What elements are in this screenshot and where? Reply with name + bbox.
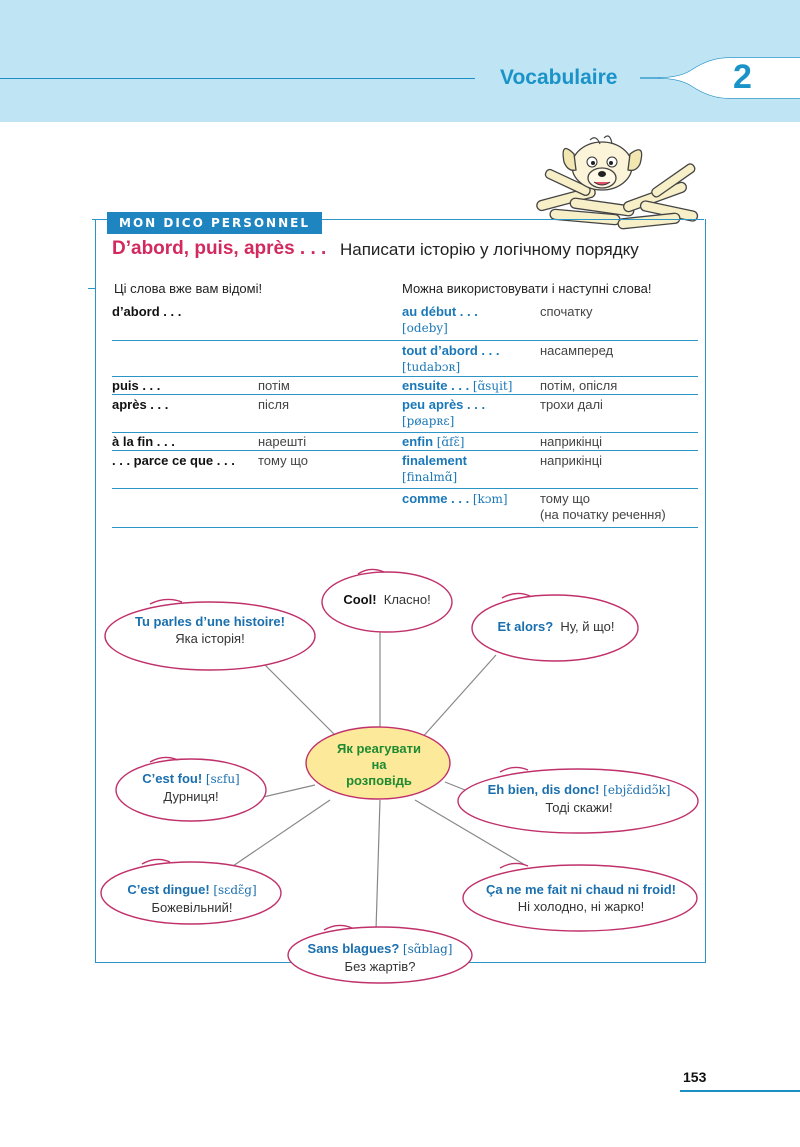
page-number-rule <box>680 1090 800 1092</box>
new-word-phonetic: [ɑ̃fɛ̃] <box>436 435 465 449</box>
bubble-cest-dingue <box>104 881 280 916</box>
known-word-translation: тому що <box>258 453 309 468</box>
new-word-phonetic: [odeby] <box>402 321 448 335</box>
known-word: après . . . <box>112 397 169 412</box>
known-word-translation: нарешті <box>258 434 307 449</box>
bubble-phonetic: [sɛdɛ̃g] <box>213 883 257 897</box>
new-word-text: enfin <box>402 434 434 449</box>
new-word-text: tout d’abord . . . <box>402 343 500 358</box>
known-word: d’abord . . . <box>112 304 182 319</box>
new-word-translation: потім, опісля <box>540 378 618 393</box>
bubble-cest-fou <box>118 770 264 805</box>
new-word-translation: наприкінці <box>540 434 603 449</box>
center-line-1: Як реагувати <box>337 741 421 756</box>
new-word-text: au début . . . <box>402 304 478 319</box>
bubble-phonetic: [sɑ̃blag] <box>402 942 453 956</box>
right-column-heading: Можна використовувати і наступні слова! <box>402 281 652 296</box>
new-word-text: ensuite . . . <box>402 378 470 393</box>
new-word-translation: спочатку <box>540 304 593 319</box>
translation-line-1: тому що <box>540 491 591 506</box>
new-word-text: finalement <box>402 453 468 468</box>
bubble-translation: Божевільний! <box>151 900 233 915</box>
new-word-phonetic: [pøapʀɛ] <box>402 414 455 428</box>
bubble-cool <box>322 591 452 608</box>
bubble-french: Ça ne me fait ni chaud ni froid! <box>486 882 676 897</box>
bubble-translation: Ні холодно, ні жарко! <box>517 899 645 914</box>
bubble-french: C’est fou! <box>142 771 203 786</box>
bubble-french: Tu parles d’une histoire! <box>134 614 285 629</box>
bubble-translation: Класно! <box>383 592 431 607</box>
new-word-text: peu après . . . <box>402 397 486 412</box>
bubble-translation: Дурниця! <box>163 789 219 804</box>
bubble-sans-blagues <box>290 940 470 975</box>
new-word-translation: наприкінці <box>540 453 603 468</box>
new-word-text: comme . . . <box>402 491 470 506</box>
bubble-french: Sans blagues? <box>307 941 400 956</box>
new-word-phonetic: [tudabɔʀ] <box>402 360 461 374</box>
bubble-phonetic: [sɛfu] <box>205 772 240 786</box>
dico-tag: MON DICO PERSONNEL <box>107 212 322 234</box>
new-word-phonetic: [kɔm] <box>472 492 508 506</box>
known-word-translation: після <box>258 397 290 412</box>
bubble-et-alors <box>476 618 636 635</box>
bubble-translation: Тоді скажи! <box>545 800 613 815</box>
bubble-translation: Яка історія! <box>175 631 245 646</box>
new-word-translation: трохи далі <box>540 397 603 412</box>
bubble-histoire <box>110 613 310 647</box>
known-word: à la fin . . . <box>112 434 175 449</box>
new-word-translation: насамперед <box>540 343 614 358</box>
bubble-eh-bien <box>462 781 696 816</box>
dico-headline: D’abord, puis, après . . . <box>112 238 327 259</box>
bubble-french: Eh bien, dis donc! <box>487 782 600 797</box>
page-number: 153 <box>683 1069 707 1085</box>
bubble-ni-chaud <box>464 881 698 915</box>
new-word-phonetic: [finalmɑ̃] <box>402 470 458 484</box>
dico-subtitle: Написати історію у логічному порядку <box>340 240 639 259</box>
section-title: Vocabulaire <box>500 66 618 89</box>
known-word-translation: потім <box>258 378 290 393</box>
left-column-heading: Ці слова вже вам відомі! <box>114 281 263 296</box>
diagram-center-label <box>310 741 448 789</box>
chapter-number: 2 <box>733 58 752 96</box>
known-word: puis . . . <box>112 378 161 393</box>
center-line-3: розповідь <box>346 773 412 788</box>
bubble-french: Et alors? <box>497 619 554 634</box>
known-word: . . . parce ce que . . . <box>112 453 235 468</box>
bubble-french: Cool! <box>343 592 377 607</box>
bubble-french: C’est dingue! <box>127 882 210 897</box>
translation-line-2: (на початку речення) <box>540 507 666 522</box>
center-line-2: на <box>371 757 387 772</box>
bubble-translation: Ну, й що! <box>560 619 615 634</box>
bubble-phonetic: [ebjɛ̃didɔ̃k] <box>603 783 671 797</box>
new-word-phonetic: [ɑ̃sɥit] <box>472 379 513 393</box>
bubble-translation: Без жартів? <box>344 959 416 974</box>
